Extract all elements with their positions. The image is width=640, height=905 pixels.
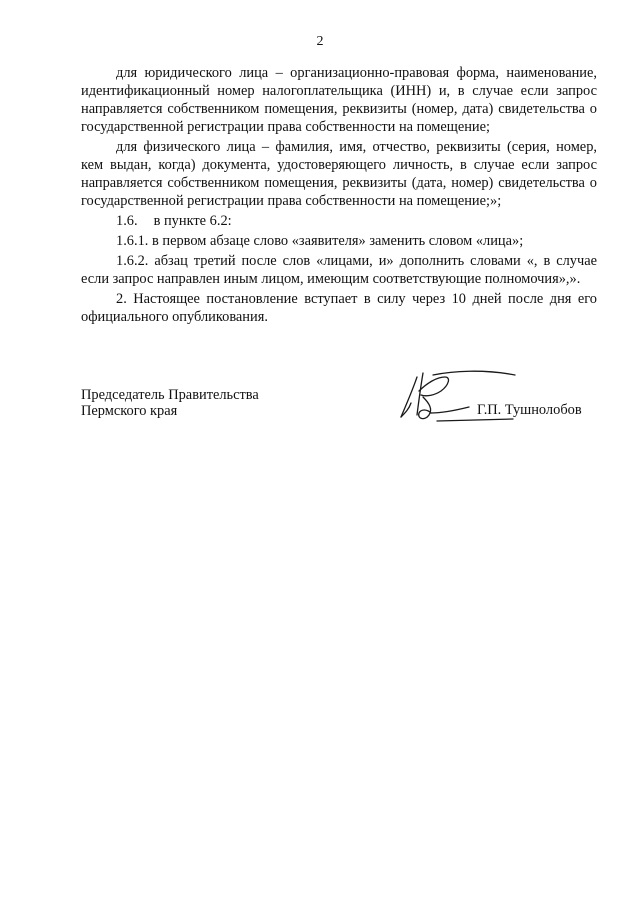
paragraph-legal-entity: для юридического лица – организационно-правовая форма, наименование, идентификационный номер налогоплательщика (ИНН) и, в случае если запрос направляется собственником помещения, реквизиты (номер, дата) свидетельства о государственной регистрации права собственности на помещение;: [81, 65, 597, 135]
item-1-6-text: в пункте 6.2:: [153, 213, 232, 229]
item-1-6: [81, 212, 597, 230]
handwritten-signature: [393, 369, 533, 427]
paragraph-effective-date: 2. Настоящее постановление вступает в силу через 10 дней после дня его официального опубликования.: [81, 291, 597, 325]
item-1-6-1: 1.6.1. в первом абзаце слово «заявителя» заменить словом «лица»;: [116, 233, 524, 249]
page-number: 2: [316, 34, 324, 49]
item-1-6-number: 1.6.: [116, 213, 138, 229]
signatory-title-line-2: Пермского края: [81, 403, 178, 419]
paragraph-individual: для физического лица – фамилия, имя, отчество, реквизиты (серия, номер, кем выдан, когда) документа, удостоверяющего личность, в случае если запрос направляется собственником помещения, реквизиты (дата, номер) свидетельства о государственной регистрации права собственности на помещение;»;: [81, 139, 597, 209]
item-1-6-2: 1.6.2. абзац третий после слов «лицами, и» дополнить словами «, в случае если запрос направлен иным лицом, имеющим соответствующие полномочия»,».: [81, 253, 597, 287]
signatory-title-line-1: Председатель Правительства: [81, 387, 259, 403]
document-body: [81, 64, 597, 326]
signatory-name: Г.П. Тушнолобов: [477, 402, 582, 418]
signature-block: [81, 387, 597, 447]
signatory-title: [81, 387, 259, 419]
